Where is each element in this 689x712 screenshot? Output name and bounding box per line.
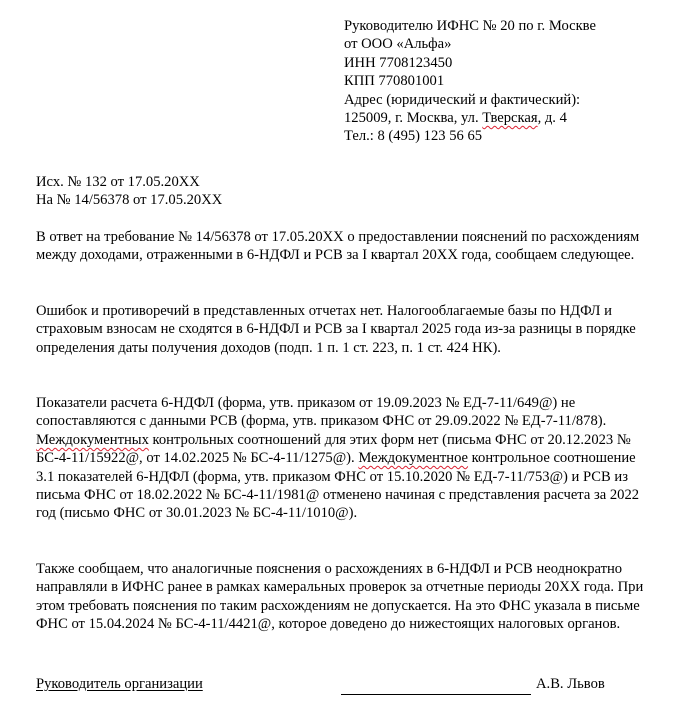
addressee-recipient: Руководителю ИФНС № 20 по г. Москве	[344, 18, 596, 34]
outgoing-ref: Исх. № 132 от 17.05.20XX	[36, 174, 200, 190]
addressee-address	[344, 109, 596, 127]
address-prefix: 125009, г. Москва, ул.	[344, 110, 483, 127]
p3-part-a: Показатели расчета 6-НДФЛ (форма, утв. приказом от 19.09.2023 № ЕД-7-11/649@) не сопоставляются с данными РСВ (форма, утв. приказом ФНС от 29.09.2022 № ЕД-7-11/878).	[36, 395, 607, 430]
address-street: Тверская	[482, 110, 538, 127]
paragraph-intro: В ответ на требование № 14/56378 от 17.05.20XX о предоставлении пояснений по расхождениям между доходами, отраженными в 6-НДФЛ и РСВ за I квартал 20XX года, сообщаем следующее.	[36, 229, 640, 264]
paragraph-additional: Также сообщаем, что аналогичные пояснения о расхождениях в 6-НДФЛ и РСВ неоднократно направляли в ИФНС ранее в рамках камеральных проверок за отчетные периоды 20XX года. При этом требовать пояснения по таким расхождениям не допускается. На это ФНС указала в письме ФНС от 15.04.2024 № БС-4-11/4421@, которое доведено до нижестоящих налоговых органов.	[36, 561, 644, 633]
addressee-address-label: Адрес (юридический и фактический):	[344, 91, 581, 108]
addressee-phone: Тел.: 8 (495) 123 56 65	[344, 128, 483, 145]
addressee-sender: от ООО «Альфа»	[344, 36, 452, 53]
incoming-ref: На № 14/56378 от 17.05.20XX	[36, 192, 223, 209]
p3-word-2: Междокументное	[358, 450, 469, 467]
address-suffix: , д. 4	[537, 110, 567, 127]
signature-line	[341, 694, 531, 695]
paragraph-control-ratios	[36, 394, 646, 523]
addressee-inn: ИНН 7708123450	[344, 54, 453, 71]
signatory-name: А.В. Львов	[536, 676, 605, 692]
signatory-title: Руководитель организации	[36, 676, 203, 692]
reference-block	[36, 173, 222, 210]
paragraph-explanation: Ошибок и противоречий в представленных отчетах нет. Налогооблагаемые базы по НДФЛ и страховым взносам не сходятся в 6-НДФЛ и РСВ за I квартал 2025 года из-за разницы в порядке определения даты получения доходов (подп. 1 п. 1 ст. 223, п. 1 ст. 424 НК).	[36, 303, 636, 356]
signature-row	[36, 676, 656, 698]
addressee-kpp: КПП 770801001	[344, 73, 445, 90]
addressee-block	[344, 17, 596, 146]
p3-word-1: Междокументных	[36, 431, 149, 448]
p3-part-b: контрольных соотношений для этих форм нет (письма ФНС от 20.12.2023 № БС-4-11/15922@, от 14.02.2025 № БС-4-11/1275@).	[36, 431, 631, 467]
p3-part-c: контрольное соотношение 3.1 показателей 6-НДФЛ (форма, утв. приказом ФНС от 15.10.2020 № ЕД-7-11/753@) и РСВ из письма ФНС от 18.02.2022 № БС-4-11/1981@ отменено начиная с представления расчета за 2022 год (письмо ФНС от 30.01.2023 № БС-4-11/1010@).	[36, 450, 640, 522]
